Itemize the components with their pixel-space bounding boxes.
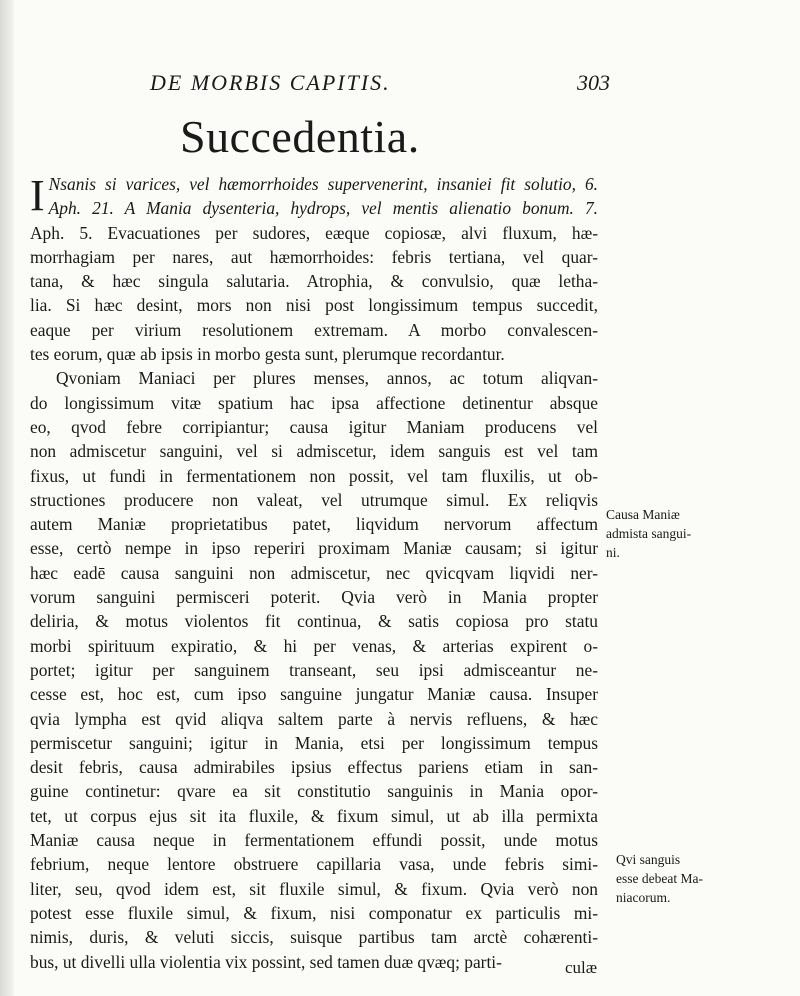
margin-note-line: Causa Maniæ: [606, 507, 680, 522]
text-line: fixus, ut fundi in fermentationem non possit, vel tam fluxilis, ut ob-: [30, 465, 598, 486]
text-line: do longissimum vitæ spatium hac ipsa affectione detinentur absque: [30, 392, 598, 413]
text-line: bus, ut divelli ulla violentia vix possint, sed tamen duæ qvæq; parti-: [30, 951, 502, 972]
margin-note-line: esse debeat Ma-: [616, 871, 703, 886]
text-line: Aph. 5. Evacuationes per sudores, eæque copiosæ, alvi fluxum, hæ-: [30, 222, 598, 243]
text-line: eo, qvod febre corripiantur; causa igitur Maniam producens vel: [30, 416, 598, 437]
page-header: [150, 70, 610, 100]
text-line: Qvoniam Maniaci per plures menses, annos, ac totum aliqvan-: [56, 368, 598, 389]
drop-cap: I: [30, 171, 45, 220]
text-line: permiscetur sanguini; igitur in Mania, etsi per longissimum tempus: [30, 732, 598, 753]
text-line: morbi spirituum expiratio, & hi per venas, & arterias expirent o-: [30, 635, 598, 656]
margin-note-line: niacorum.: [616, 890, 671, 905]
text-line: qvia lympha est qvid aliqva saltem parte à nervis refluens, & hæc: [30, 708, 598, 729]
text-line: febrium, neque lentore obstruere capillaria vasa, unde febris simi-: [30, 854, 598, 875]
text-line: liter, seu, qvod idem est, sit fluxile simul, & fixum. Qvia verò non: [30, 878, 598, 899]
text-line: tes eorum, quæ ab ipsis in morbo gesta sunt, plerumque recordantur.: [30, 344, 505, 365]
text-line: potest esse fluxile simul, & fixum, nisi componatur ex particulis mi-: [30, 902, 598, 923]
text-line: tet, ut corpus ejus sit ita fluxile, & fixum simul, ut ab illa permixta: [30, 805, 598, 826]
text-line: cesse est, hoc est, cum ipso sanguine jungatur Maniæ causa. Insuper: [30, 684, 598, 705]
text-line: guine continetur: qvare ea sit constitutio sanguinis in Mania opor-: [30, 781, 598, 802]
text-line: autem Maniæ proprietatibus patet, liqvidum nervorum affectum: [30, 514, 598, 535]
margin-note-line: admista sangui-: [606, 526, 692, 541]
catchword: culæ: [565, 958, 598, 977]
text-line: Maniæ causa neque in fermentationem effundi possit, unde motus: [30, 830, 598, 851]
body-text: [30, 172, 598, 974]
text-line: portet; igitur per sanguinem transeant, seu ipsi admisceantur ne-: [30, 659, 598, 680]
margin-note-line: ni.: [606, 545, 620, 560]
text-line: deliria, & motus violentos fit continua, & satis copiosa pro statu: [30, 611, 598, 632]
text-line: non admiscetur sanguini, vel si admiscetur, idem sanguis est vel tam: [30, 441, 598, 462]
running-head: DE MORBIS CAPITIS.: [150, 70, 391, 95]
margin-note-line: Qvi sanguis: [616, 852, 681, 867]
text-line: nimis, duris, & veluti siccis, suisque partibus tam arctè cohærenti-: [30, 927, 598, 948]
text-line: structiones producere non valeat, vel utrumque simul. Ex reliqvis: [30, 489, 598, 510]
margin-note-qvi-sanguis: [616, 850, 703, 907]
section-title: Succedentia.: [180, 111, 420, 162]
text-line: morrhagiam per nares, aut hæmorrhoides: febris tertiana, vel quar-: [30, 246, 598, 267]
text-line: desit febris, causa admirabiles ipsius effectus pariens etiam in san-: [30, 757, 598, 778]
text-line: tana, & hæc singula salutaria. Atrophia, & convulsio, quæ letha-: [30, 271, 598, 292]
text-line: esse, certò nempe in ipso reperiri proximam Maniæ causam; si igitur: [30, 538, 598, 559]
page-gutter-shadow: [0, 0, 14, 996]
text-line: hæc eadē causa sanguini non admiscetur, nec qvicqvam liqvidi ner-: [30, 562, 598, 583]
page-number: 303: [577, 70, 610, 95]
text-line: eaque per virium resolutionem extremam. A morbo convalescen-: [30, 319, 598, 340]
text-line: Aph. 21. A Mania dysenteria, hydrops, vel mentis alienatio bonum. 7.: [48, 198, 598, 219]
text-line: Nsanis si varices, vel hæmorrhoides supervenerint, insaniei fit solutio, 6.: [48, 174, 598, 194]
text-line: vorum sanguini permisceri poterit. Qvia verò in Mania propter: [30, 587, 598, 608]
margin-note-causa-maniae: [606, 505, 691, 562]
text-line: lia. Si hæc desint, mors non nisi post longissimum tempus succedit,: [30, 295, 598, 316]
